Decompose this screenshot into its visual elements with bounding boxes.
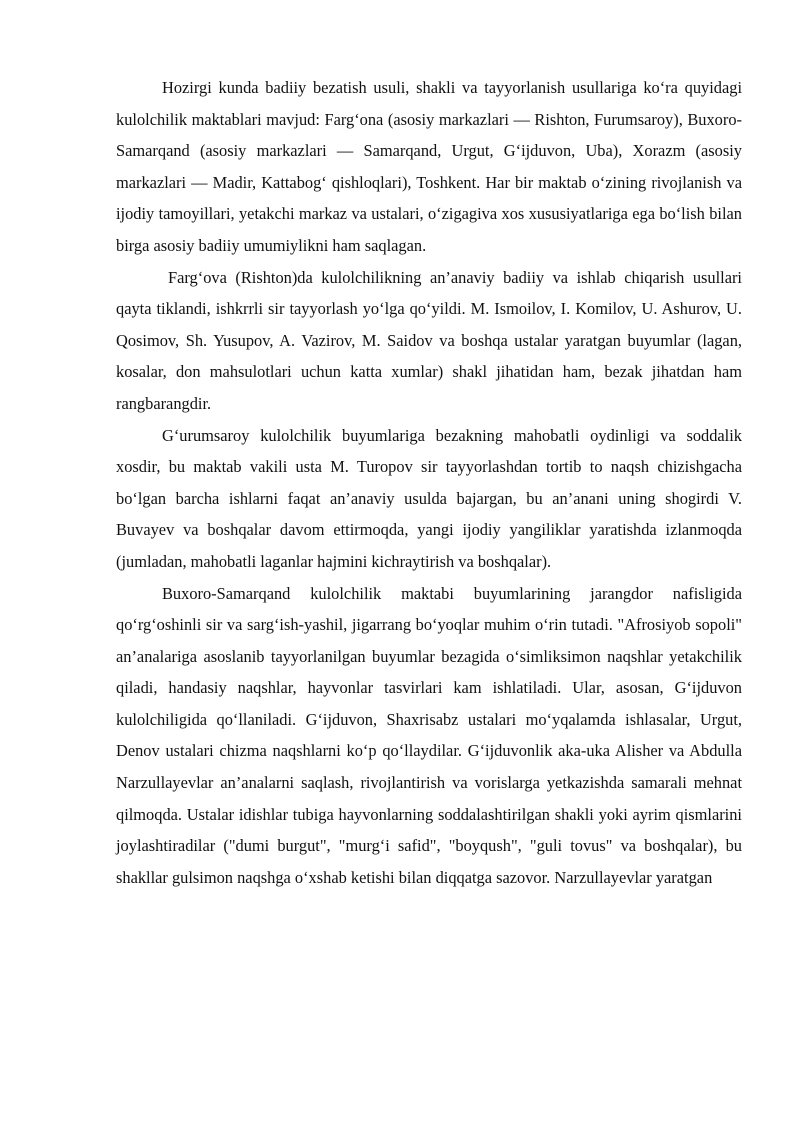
paragraph-gurumsaroy: G‘urumsaroy kulolchilik buyumlariga bezakning mahobatli oydinligi va soddalik xosdir, bu maktab vakili usta M. Turopov sir tayyorlashdan tortib to naqsh chizishgacha bo‘lgan barcha ishlarni faqat an’anaviy usulda bajargan, bu an’anani uning shogirdi V. Buvayev va boshqalar davom ettirmoqda, yangi ijodiy yangiliklar yaratishda izlanmoqda (jumladan, mahobatli laganlar hajmini kichraytirish va boshqalar). [116, 425, 742, 571]
paragraph-fergana: Farg‘ova (Rishton)da kulolchilikning an’anaviy badiiy va ishlab chiqarish usullari qayta tiklandi, ishkrrli sir tayyorlash yo‘lga qo‘yildi. M. Ismoilov, I. Komilov, U. Ashurov, U. Qosimov, Sh. Yusupov, A. Vazirov, M. Saidov va boshqa ustalar yaratgan buyumlar (lagan, kosalar, don mahsulotlari uchun katta xumlar) shakl jihatidan ham, bezak jihatdan ham rangbarangdir. [116, 267, 742, 413]
paragraph-bukhara-samarkand: Buxoro-Samarqand kulolchilik maktabi buyumlarining jarangdor nafisligida qo‘rg‘oshinli sir va sarg‘ish-yashil, jigarrang bo‘yoqlar muhim o‘rin tutadi. "Afrosiyob sopoli" an’analariga asoslanib tayyorlanilgan buyumlar bezagida o‘simliksimon naqshlar yetakchilik qiladi, handasiy naqshlar, hayvonlar tasvirlari kam ishlatiladi. Ular, asosan, G‘ijduvon kulolchiligida qo‘llaniladi. G‘ijduvon, Shaxrisabz ustalari mo‘yqalamda ishlasalar, Urgut, Denov ustalari chizma naqshlarni ko‘p qo‘llaydilar. G‘ijduvonlik aka-uka Alisher va Abdulla Narzullayevlar an’analarni saqlash, rivojlantirish va vorislarga yetkazishda samarali mehnat qilmoqda. Ustalar idishlar tubiga hayvonlarning soddalashtirilgan shakli yoki ayrim qismlarini joylashtiradilar ("dumi burgut", "murg‘i safid", "boyqush", "guli tovus" va boshqalar), bu shakllar gulsimon naqshga o‘xshab ketishi bilan diqqatga sazovor. Narzullayevlar yaratgan [116, 583, 742, 887]
paragraph-schools: Hozirgi kunda badiiy bezatish usuli, shakli va tayyorlanish usullariga ko‘ra quyidagi kulolchilik maktablari mavjud: Farg‘ona (asosiy markazlari — Rishton, Furumsaroy), Buxoro-Samarqand (asosiy markazlari — Samarqand, Urgut, G‘ijduvon, Uba), Xorazm (asosiy markazlari — Madir, Kattabog‘ qishloqlari), Toshkent. Har bir maktab o‘zining rivojlanish va ijodiy tamoyillari, yetakchi markaz va ustalari, o‘zigagiva xos xususiyatlariga ega bo‘lish bilan birga asosiy badiiy umumiylikni ham saqlagan. [116, 78, 742, 255]
body-text [116, 72, 742, 893]
